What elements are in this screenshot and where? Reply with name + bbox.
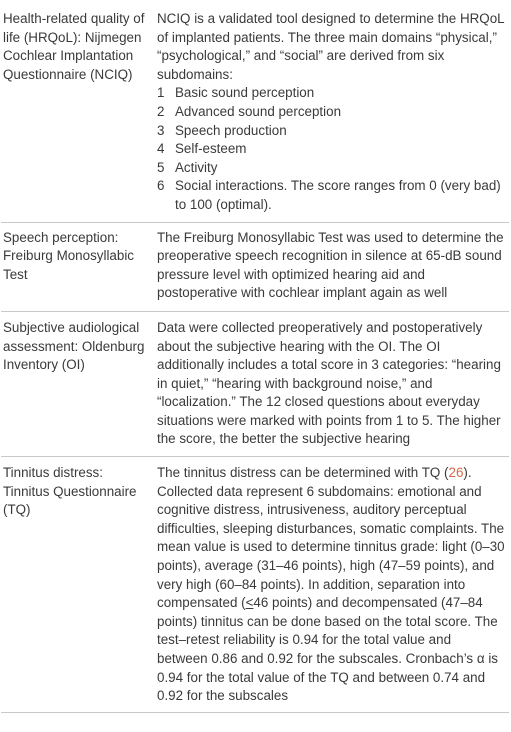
list-item	[157, 177, 505, 214]
list-number: 5	[157, 159, 165, 175]
list-item	[157, 103, 505, 122]
desc-text: ). Collected data represent 6 subdomains: emotional and cognitive distress, intrusiveness, auditory perceptual difficulties, sleeping disturbances, somatic complaints. The mean value is used to determine tinnitus grade: light (0–30 points), average (31–46 points), high (47–59 points), and very high (60–84 points). In addition, separation into compensated (	[157, 465, 505, 611]
row-label: Subjective audiological assessment: Oldenburg Inventory (OI)	[1, 311, 155, 456]
row-description	[155, 3, 509, 222]
list-number: 3	[157, 122, 165, 138]
list-number: 2	[157, 103, 165, 119]
desc-text: The tinnitus distress can be determined with TQ (	[157, 465, 449, 481]
list-text: Advanced sound perception	[175, 103, 342, 119]
list-item	[157, 140, 505, 159]
list-text: Activity	[175, 159, 218, 175]
row-label: Health-related quality of life (HRQoL): Nijmegen Cochlear Implantation Questionnaire (NCIQ)	[1, 3, 155, 222]
list-text: Self-esteem	[175, 141, 247, 157]
list-number: 4	[157, 141, 165, 157]
table-row-oldenburg-inventory	[1, 311, 509, 456]
nciq-intro: NCIQ is a validated tool designed to determine the HRQoL of implanted patients. The three main domains “physical,” “psychological,” and “social” are derived from six subdomains:	[157, 11, 505, 82]
table-row-tinnitus-questionnaire	[1, 457, 509, 713]
list-text: Social interactions. The score ranges from 0 (very bad) to 100 (optimal).	[175, 178, 501, 212]
list-item	[157, 159, 505, 178]
list-text: Speech production	[175, 122, 287, 138]
row-description	[155, 457, 509, 713]
table-row-speech-perception	[1, 222, 509, 311]
desc-text: 46 points) and decompensated (47–84 points) tinnitus can be done based on the total score. The test–retest reliability is 0.94 for the total value and between 0.86 and 0.92 for the subscales. Cronbach’s α is 0.94 for the total value of the TQ and between 0.74 and 0.92 for the subscales	[157, 595, 498, 704]
row-description: The Freiburg Monosyllabic Test was used to determine the preoperative speech recognition in silence at 65-dB sound pressure level with optimized hearing aid and postoperative with cochlear implant again as well	[155, 222, 509, 311]
subdomain-list	[157, 84, 505, 214]
row-label: Speech perception: Freiburg Monosyllabic Test	[1, 222, 155, 311]
row-label: Tinnitus distress: Tinnitus Questionnaire (TQ)	[1, 457, 155, 713]
assessment-methods-table	[1, 3, 509, 713]
table-row-nciq	[1, 3, 509, 222]
list-item	[157, 84, 505, 103]
list-number: 6	[157, 178, 165, 194]
list-item	[157, 122, 505, 141]
citation-link[interactable]: 26	[448, 465, 464, 481]
less-equal-symbol: <	[245, 595, 254, 611]
list-number: 1	[157, 85, 165, 101]
row-description: Data were collected preoperatively and postoperatively about the subjective hearing with the OI. The OI additionally includes a total score in 3 categories: “hearing in quiet,” “hearing with background noise,” and “localization.” The 12 closed questions about everyday situations were marked with points from 1 to 5. The higher the score, the better the subjective hearing	[155, 311, 509, 456]
list-text: Basic sound perception	[175, 85, 315, 101]
